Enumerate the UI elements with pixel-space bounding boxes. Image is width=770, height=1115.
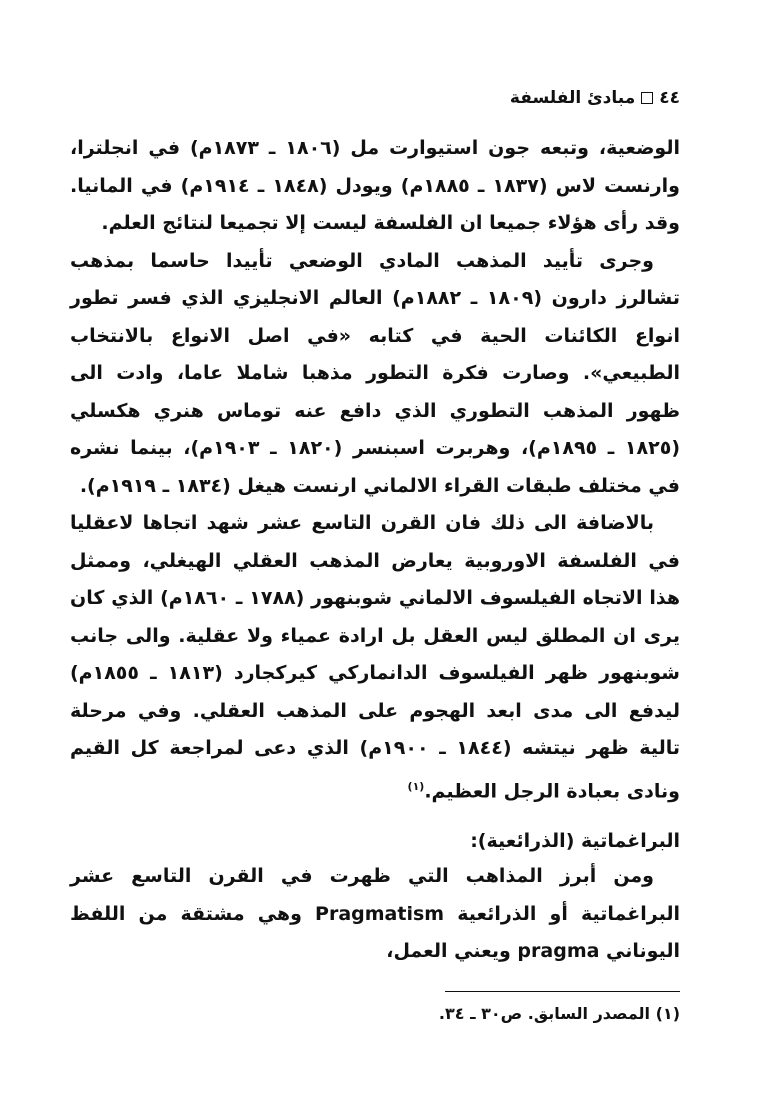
paragraph-1: الوضعية، وتبعه جون استيوارت مل (١٨٠٦ ـ ١٨٧٣م) في انجلترا، وارنست لاس (١٨٣٧ ـ ١٨٨٥م) ويودل (١٨٤٨ ـ ١٩١٤م) في المانيا. وقد رأى هؤلاء جميعا ان الفلسفة ليست إلا تجميعا لنتائج العلم. xyxy=(70,137,680,234)
section-heading: البراغماتية (الذرائعية): xyxy=(470,830,680,853)
paragraph-3-text: بالاضافة الى ذلك فان القرن التاسع عشر شهد اتجاها لاعقليا في الفلسفة الاوروبية يعارض المذهب العقلي الهيغلي، وممثل هذا الاتجاه الفيلسوف الالماني شوبنهور (١٧٨٨ ـ ١٨٦٠م) الذي كان يرى ان المطلق ليس العقل بل ارادة عمياء ولا عقلية. والى جانب شوبنهور ظهر الفيلسوف الدانماركي كيركجارد (١٨١٣ ـ ١٨٥٥م) ليدفع الى مدى ابعد الهجوم على المذهب العقلي. وفي مرحلة تالية ظهر نيتشه (١٨٤٤ ـ ١٩٠٠م) الذي دعى لمراجعة كل القيم ونادى بعبادة الرجل العظيم. xyxy=(70,512,681,802)
book-title: مبادئ الفلسفة xyxy=(509,88,636,108)
section-paragraph: ومن أبرز المذاهب التي ظهرت في القرن التاسع عشر البراغماتية أو الذرائعية Pragmatism وهي مشتقة من اللفظ اليوناني pragma ويعني العمل، xyxy=(70,865,680,963)
footnote: (١) المصدر السابق. ص٣٠ ـ ٣٤. xyxy=(438,1003,680,1023)
page-header xyxy=(70,88,680,108)
paragraph-3 xyxy=(70,505,680,810)
page-number: ٤٤ xyxy=(659,88,680,108)
footnote-divider xyxy=(445,991,680,992)
footnote-marker: (١) xyxy=(407,779,425,793)
paragraph-2: وجرى تأييد المذهب المادي الوضعي تأييدا حاسما بمذهب تشالرز دارون (١٨٠٩ ـ ١٨٨٢م) العالم الانجليزي الذي فسر تطور انواع الكائنات الحية في كتابه «في اصل الانواع بالانتخاب الطبيعي». وصارت فكرة التطور مذهبا شاملا عاما، وادت الى ظهور المذهب التطوري الذي دافع عنه توماس هنري هكسلي (١٨٢٥ ـ ١٨٩٥م)، وهربرت اسبنسر (١٨٢٠ ـ ١٩٠٣م)، بينما نشره في مختلف طبقات القراء الالماني ارنست هيغل (١٨٣٤ ـ ١٩١٩م). xyxy=(70,249,681,497)
square-icon xyxy=(641,92,653,104)
